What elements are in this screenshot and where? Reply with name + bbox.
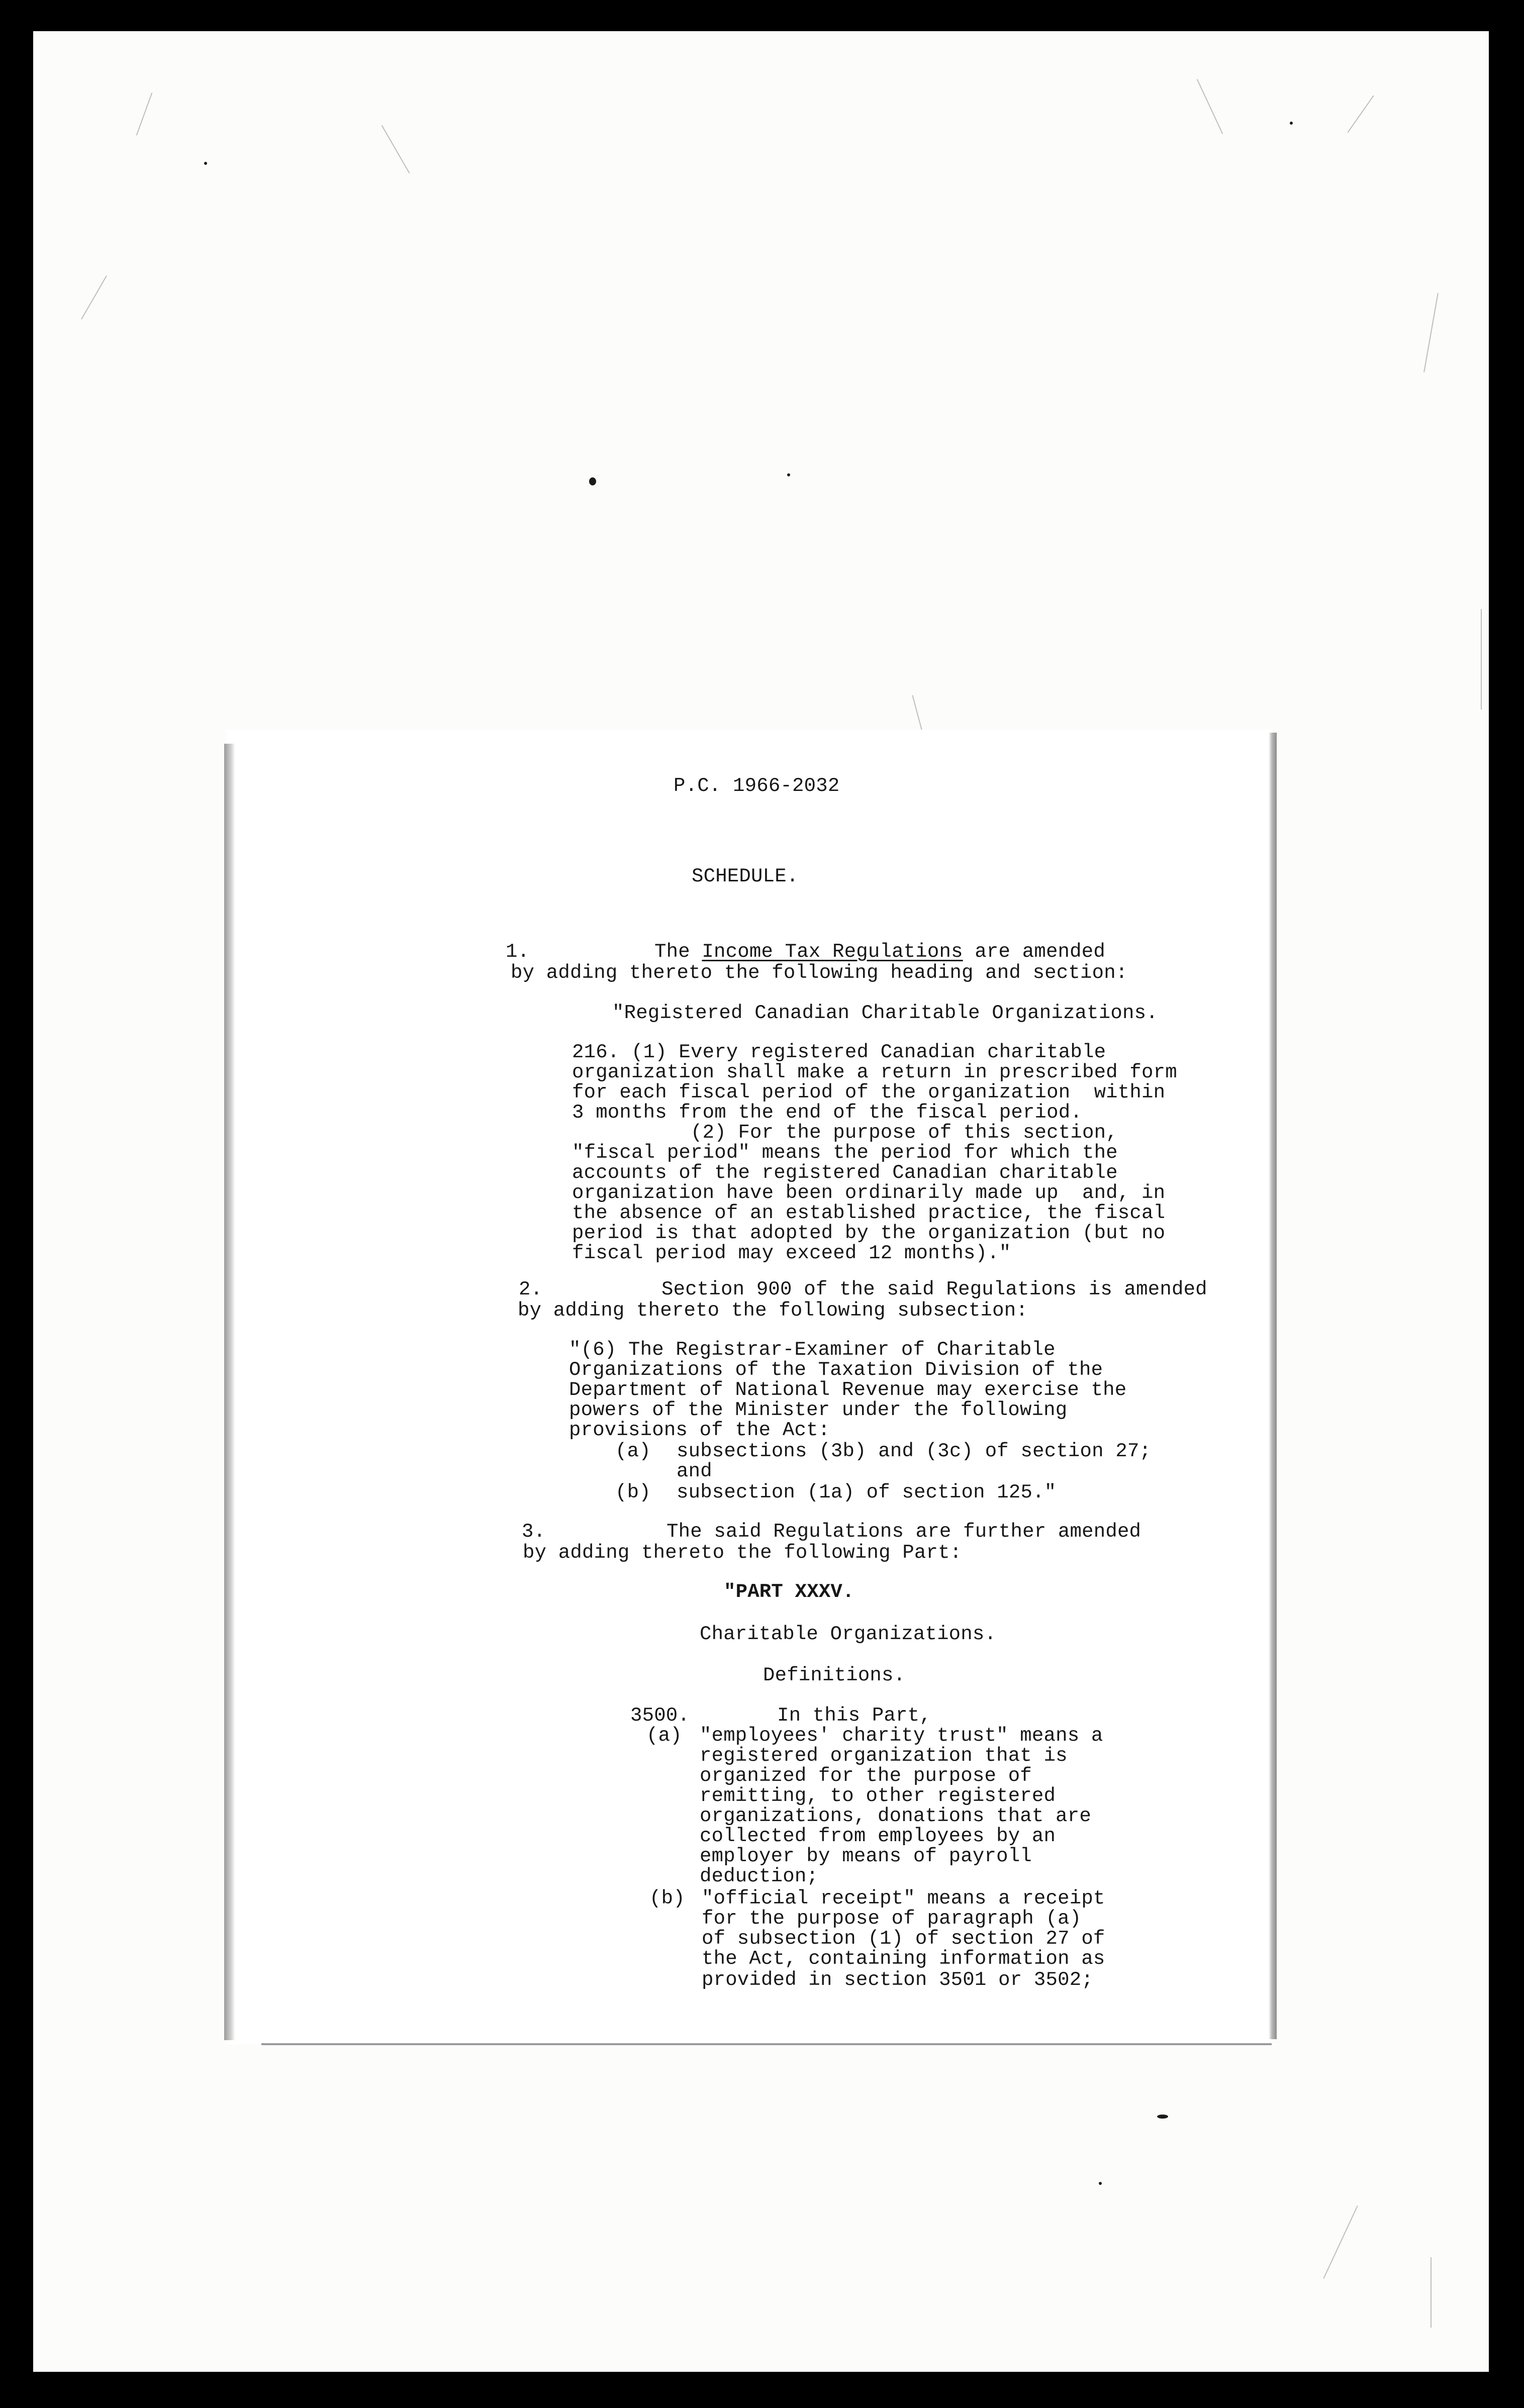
film-scratch	[1347, 95, 1374, 133]
item-2-body-line: provisions of the Act:	[569, 1419, 830, 1441]
film-scratch	[1481, 609, 1482, 710]
film-scratch	[136, 92, 153, 135]
item-2-number: 2.	[519, 1278, 543, 1300]
item-2-intro: Section 900 of the said Regulations is amended	[661, 1278, 1207, 1300]
definitions-heading: Definitions.	[763, 1664, 906, 1686]
dust-speck	[1157, 2115, 1168, 2119]
page-shadow-right	[1269, 733, 1277, 2039]
film-scratch	[1431, 2257, 1432, 2328]
item-1-body-line: 216. (1) Every registered Canadian charitable	[572, 1041, 1106, 1063]
item-1-body-line: period is that adopted by the organization (but no	[572, 1222, 1166, 1244]
item-2-sub-a-text: subsections (3b) and (3c) of section 27;	[677, 1440, 1152, 1462]
definition-a-label: (a)	[646, 1725, 682, 1747]
definition-b-line: for the purpose of paragraph (a)	[702, 1908, 1082, 1930]
part-subtitle: Charitable Organizations.	[700, 1623, 997, 1645]
item-2-body-line: Organizations of the Taxation Division of the	[569, 1359, 1103, 1381]
section-number: 3500.	[630, 1704, 690, 1727]
item-2-sub-b-text: subsection (1a) of section 125."	[677, 1481, 1057, 1503]
dust-speck	[204, 162, 207, 165]
definition-b-line: the Act, containing information as	[702, 1948, 1105, 1970]
item-1-intro-line2: by adding thereto the following heading and section:	[511, 962, 1128, 984]
definition-a-line: organizations, donations that are	[700, 1805, 1091, 1827]
item-2-body-line: "(6) The Registrar-Examiner of Charitable	[569, 1339, 1056, 1361]
film-scratch	[382, 125, 410, 173]
item-2-intro-line2: by adding thereto the following subsection:	[518, 1299, 1028, 1322]
dust-speck	[589, 477, 596, 485]
item-3-number: 3.	[522, 1521, 546, 1543]
film-scratch	[1423, 293, 1439, 372]
definition-a-line: collected from employees by an	[700, 1825, 1056, 1847]
definition-b-label: (b)	[649, 1887, 685, 1910]
item-1-body-line: organization shall make a return in prescribed form	[572, 1061, 1177, 1083]
item-2-sub-b-label: (b)	[615, 1481, 651, 1503]
item-1-heading: "Registered Canadian Charitable Organizations.	[612, 1002, 1158, 1024]
item-1-body-line: accounts of the registered Canadian charitable	[572, 1162, 1118, 1184]
film-scratch	[81, 275, 107, 320]
item-1-body-line: (2) For the purpose of this section,	[572, 1122, 1118, 1144]
definition-b-line: provided in section 3501 or 3502;	[702, 1969, 1093, 1991]
schedule-title: SCHEDULE.	[692, 865, 799, 887]
item-1-intro: The Income Tax Regulations are amended	[654, 941, 1105, 963]
item-1-body-line: organization have been ordinarily made up and, in	[572, 1182, 1166, 1204]
item-1-body-line: fiscal period may exceed 12 months)."	[572, 1242, 1011, 1264]
item-2-sub-a-label: (a)	[615, 1440, 651, 1462]
item-2-body-line: powers of the Minister under the following	[569, 1399, 1068, 1421]
page-shadow-left	[224, 744, 235, 2040]
item-1-body-line: the absence of an established practice, the fiscal	[572, 1202, 1166, 1224]
dust-speck	[1290, 122, 1293, 125]
item-1-body-line: "fiscal period" means the period for which the	[572, 1142, 1118, 1164]
item-1-number: 1.	[506, 941, 530, 963]
dust-speck	[787, 473, 790, 476]
dust-speck	[1099, 2182, 1102, 2185]
item-1-body-line: 3 months from the end of the fiscal period.	[572, 1101, 1082, 1124]
definition-a-line: employer by means of payroll	[700, 1845, 1032, 1867]
film-scratch	[1323, 2205, 1358, 2279]
item-2-body-line: Department of National Revenue may exercise the	[569, 1379, 1127, 1401]
definition-a-line: registered organization that is	[700, 1745, 1068, 1767]
income-tax-regulations-title: Income Tax Regulations	[702, 941, 963, 963]
order-number: P.C. 1966-2032	[674, 775, 840, 797]
definition-a-line: "employees' charity trust" means a	[700, 1725, 1103, 1747]
definition-a-line: deduction;	[700, 1865, 819, 1887]
definition-a-line: organized for the purpose of	[700, 1765, 1032, 1787]
definition-a-line: remitting, to other registered	[700, 1785, 1056, 1807]
part-title: "PART XXXV.	[724, 1581, 854, 1603]
item-2-sub-a-and: and	[677, 1460, 712, 1482]
page-shadow-bottom	[261, 2043, 1272, 2045]
definition-b-line: of subsection (1) of section 27 of	[702, 1928, 1105, 1950]
definition-b-line: "official receipt" means a receipt	[702, 1887, 1105, 1910]
section-intro: In this Part,	[777, 1704, 931, 1727]
item-1-body-line: for each fiscal period of the organization within	[572, 1081, 1166, 1103]
item-3-intro: The said Regulations are further amended	[666, 1521, 1141, 1543]
film-scratch	[1197, 79, 1223, 134]
item-3-intro-line2: by adding thereto the following Part:	[523, 1542, 962, 1564]
